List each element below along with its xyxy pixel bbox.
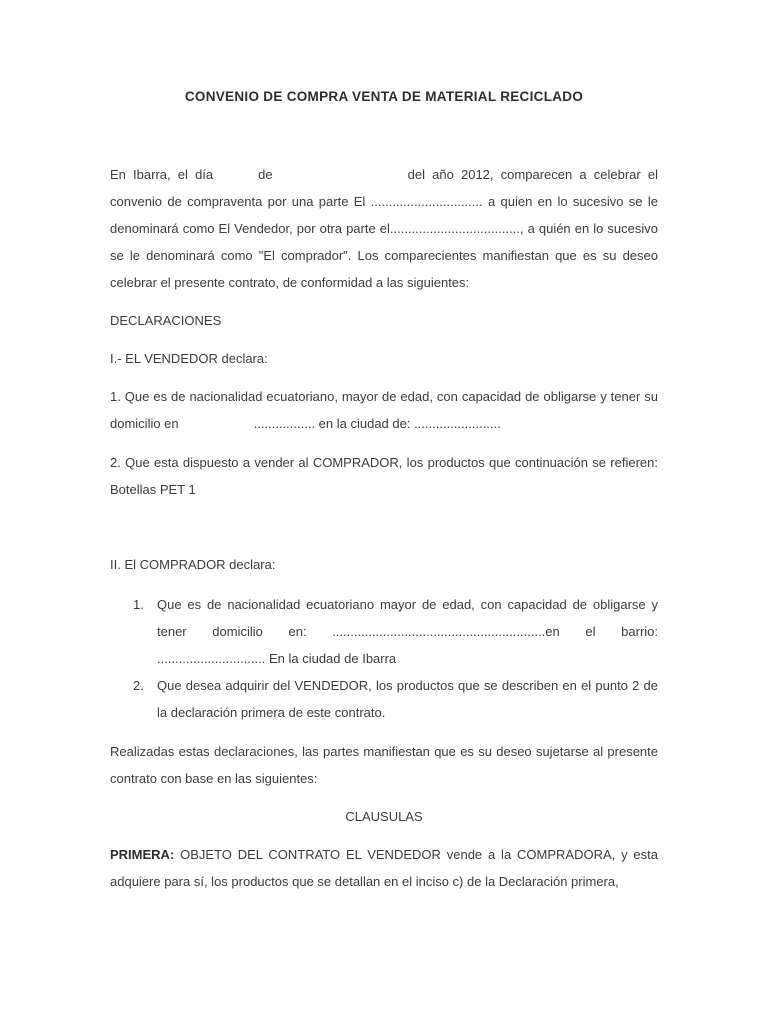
list-item-number: 2. bbox=[133, 678, 144, 693]
clausulas-heading: CLAUSULAS bbox=[345, 809, 423, 824]
primera-label: PRIMERA: bbox=[110, 847, 175, 862]
comprador-list bbox=[110, 591, 658, 726]
vendedor-item-1 bbox=[110, 383, 658, 437]
intro-paragraph bbox=[110, 161, 658, 296]
document-title: CONVENIO DE COMPRA VENTA DE MATERIAL RECICLADO bbox=[184, 89, 584, 104]
primera-text: OBJETO DEL CONTRATO EL VENDEDOR vende a la COMPRADORA, y esta adquiere para sí, los productos que se detallan en el inciso c) de la Declaración primera, bbox=[110, 847, 658, 889]
blank-day-field bbox=[213, 178, 258, 179]
intro-text-1: En Ibarra, el día bbox=[110, 167, 214, 182]
primera-paragraph bbox=[110, 841, 658, 895]
list-item-text: Que desea adquirir del VENDEDOR, los productos que se describen en el punto 2 de la declaración primera de este contrato. bbox=[157, 678, 658, 720]
blank-address-field bbox=[179, 427, 254, 428]
vendedor-heading: I.- EL VENDEDOR declara: bbox=[110, 351, 268, 366]
list-item-number: 1. bbox=[133, 597, 144, 612]
declaraciones-heading: DECLARACIONES bbox=[110, 313, 222, 328]
intro-text-2: de bbox=[258, 167, 273, 182]
document-content bbox=[110, 0, 658, 895]
intro-text-3: del año 2012, comparecen a celebrar el convenio de compraventa por una parte El ............................... a quien en lo sucesivo se le denominará como El Vendedor, por otra parte el...................................., a quién en lo sucesivo se le denominará como "El comprador". Los comparecientes manifiestan que es su deseo celebrar el presente contrato, de conformidad a las siguientes: bbox=[110, 167, 659, 290]
vendedor-item-1-dots: ................. en la ciudad de: ........................ bbox=[253, 416, 501, 431]
vendedor-item-2: 2. Que esta dispuesto a vender al COMPRADOR, los productos que continuación se refieren: Botellas PET 1 bbox=[110, 455, 658, 497]
blank-month-field bbox=[273, 178, 408, 179]
list-item bbox=[110, 672, 658, 726]
list-item-text: Que es de nacionalidad ecuatoriano mayor de edad, con capacidad de obligarse y tener domicilio en: ...........................................................en el barrio: .............................. En la ciudad de Ibarra bbox=[157, 597, 658, 666]
realizadas-paragraph: Realizadas estas declaraciones, las partes manifiestan que es su deseo sujetarse al presente contrato con base en las siguientes: bbox=[110, 744, 658, 786]
vendedor-item-1-text: 1. Que es de nacionalidad ecuatoriano, mayor de edad, con capacidad de obligarse y tener su domicilio en bbox=[110, 389, 658, 431]
comprador-heading: II. El COMPRADOR declara: bbox=[110, 557, 276, 572]
list-item bbox=[110, 591, 658, 672]
